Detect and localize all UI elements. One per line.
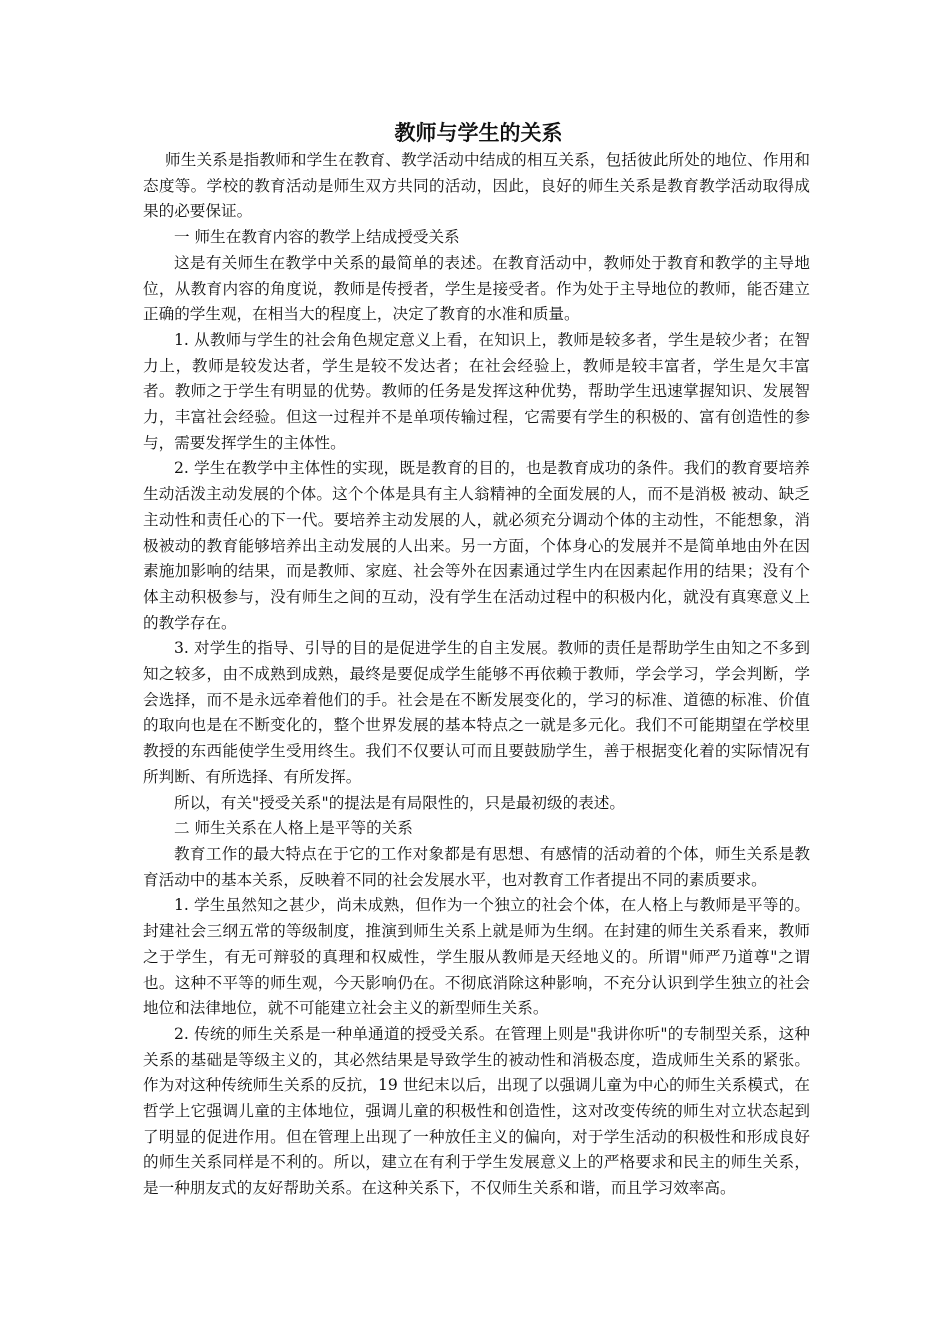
body-paragraph: 所以，有关"授受关系"的提法是有局限性的，只是最初级的表述。 <box>174 793 625 812</box>
section-heading-1: 一 师生在教育内容的教学上结成授受关系 <box>174 228 460 247</box>
intro-paragraph: 师生关系是指教师和学生在教育、教学活动中结成的相互关系，包括彼此所处的地位、作用和态度等。学校的教育活动是师生双方共同的活动，因此，良好的师生关系是教育教学活动取得成果的必要保证。 <box>143 151 810 221</box>
body-paragraph: 1. 学生虽然知之甚少，尚未成熟，但作为一个独立的社会个体，在人格上与教师是平等的。封建社会三纲五常的等级制度，推演到师生关系上就是师为生纲。在封建的师生关系看来，教师之于学生，有无可辩驳的真理和权威性，学生服从教师是天经地义的。所谓"师严乃道尊"之谓也。这种不平等的师生观，今天影响仍在。不彻底消除这种影响，不充分认识到学生独立的社会地位和法律地位，就不可能建立社会主义的新型师生关系。 <box>143 896 810 1018</box>
body-paragraph: 2. 学生在教学中主体性的实现，既是教育的目的，也是教育成功的条件。我们的教育要培养生动活泼主动发展的个体。这个个体是具有主人翁精神的全面发展的人，而不是消极 被动、缺乏主动性和责任心的下一代。要培养主动发展的人，就必须充分调动个体的主动性，不能想象，消极被动的教育能够培养出主动发展的人出来。另一方面，个体身心的发展并不是简单地由外在因素施加影响的结果，而是教师、家庭、社会等外在因素通过学生内在因素起作用的结果；没有个体主动积极参与，没有师生之间的互动，没有学生在活动过程中的积极内化，就没有真寒意义上的教学存在。 <box>143 459 810 632</box>
body-paragraph: 3. 对学生的指导、引导的目的是促进学生的自主发展。教师的责任是帮助学生由知之不多到知之较多，由不成熟到成熟，最终是要促成学生能够不再依赖于教师，学会学习，学会判断，学会选择，而不是永远牵着他们的手。社会是在不断发展变化的，学习的标准、道德的标准、价值的取向也是在不断变化的，整个世界发展的基本特点之一就是多元化。我们不可能期望在学校里教授的东西能使学生受用终生。我们不仅要认可而且要鼓励学生，善于根据变化着的实际情况有所判断、有所选择、有所发挥。 <box>143 639 810 786</box>
body-paragraph: 教育工作的最大特点在于它的工作对象都是有思想、有感情的活动着的个体，师生关系是教育活动中的基本关系，反映着不同的社会发展水平，也对教育工作者提出不同的素质要求。 <box>143 844 810 889</box>
section-heading-2: 二 师生关系在人格上是平等的关系 <box>174 819 413 838</box>
document-title: 教师与学生的关系 <box>394 121 563 145</box>
body-paragraph: 这是有关师生在教学中关系的最简单的表述。在教育活动中，教师处于教育和教学的主导地位，从教育内容的角度说，教师是传授者，学生是接受者。作为处于主导地位的教师，能否建立正确的学生观，在相当大的程度上，决定了教育的水准和质量。 <box>143 253 810 324</box>
document-page <box>143 118 810 1202</box>
body-paragraph: 2. 传统的师生关系是一种单通道的授受关系。在管理上则是"我讲你听"的专制型关系，这种关系的基础是等级主义的，其必然结果是导致学生的被动性和消极态度，造成师生关系的紧张。作为对这种传统师生关系的反抗，19 世纪末以后，出现了以强调儿童为中心的师生关系模式，在哲学上它强调儿童的主体地位，强调儿童的积极性和创造性，这对改变传统的师生对立状态起到了明显的促进作用。但在管理上出现了一种放任主义的偏向，对于学生活动的积极性和形成良好的师生关系同样是不利的。所以，建立在有利于学生发展意义上的严格要求和民主的师生关系，是一种朋友式的友好帮助关系。在这种关系下，不仅师生关系和谐，而且学习效率高。 <box>143 1024 810 1198</box>
body-paragraph: 1. 从教师与学生的社会角色规定意义上看，在知识上，教师是较多者，学生是较少者；在智力上，教师是较发达者，学生是较不发达者；在社会经验上，教师是较丰富者，学生是欠丰富者。教师之于学生有明显的优势。教师的任务是发挥这种优势，帮助学生迅速掌握知识、发展智力，丰富社会经验。但这一过程并不是单项传输过程，它需要有学生的积极的、富有创造性的参与，需要发挥学生的主体性。 <box>143 330 810 452</box>
